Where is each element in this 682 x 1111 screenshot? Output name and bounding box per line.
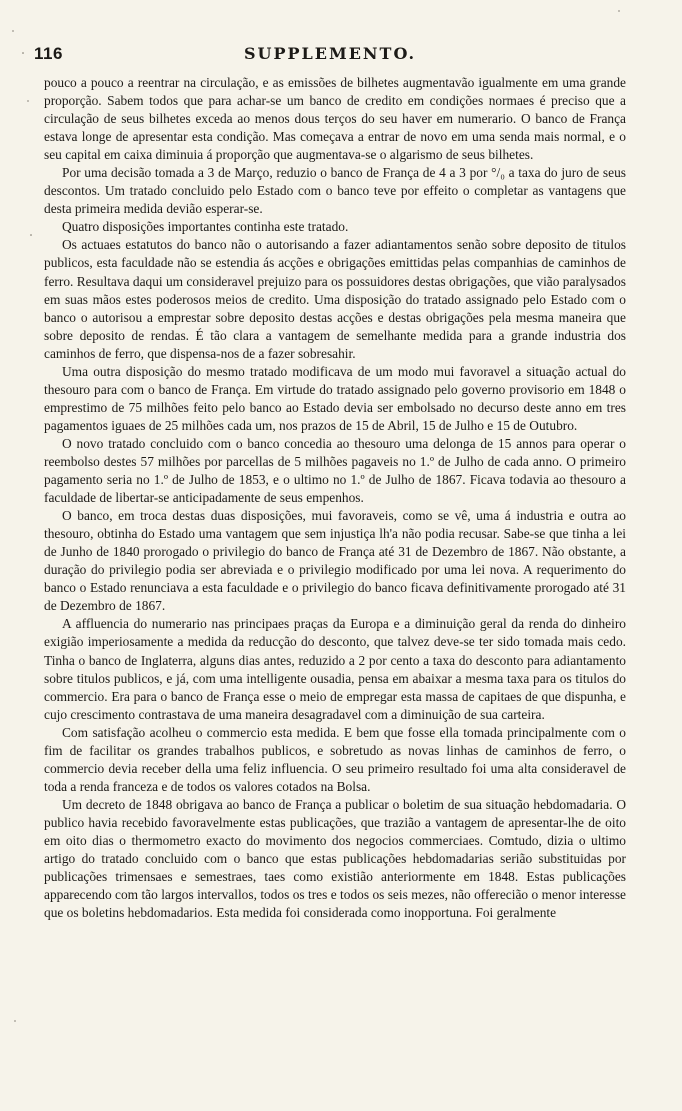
paper-speck	[27, 100, 29, 102]
paper-speck	[30, 234, 32, 236]
paragraph-four-provisions: Quatro disposições importantes continha este tratado.	[62, 219, 349, 235]
paragraph-discount-reduction: Por uma decisão tomada a 3 de Março, reduzio o banco de França de 4 a 3 por °/₀ a taxa do juro de seus descontos. Um tratado concluido pelo Estado com o banco teve por effeito o completar as vantagens que desta primeira medida devião esperar-se.	[44, 165, 626, 217]
paragraph-commerce-reception: Com satisfação acolheu o commercio esta medida. E bem que fosse ella tomada principalmente com o fim de facilitar os grandes trabalhos publicos, e sobretudo as novas linhas de caminhos de ferro, o commercio devia receber della uma feliz influencia. O seu primeiro resultado foi uma alta consideravel de toda a renda franceza e de todos os valores cotados na Bolsa.	[44, 724, 626, 794]
page-number: 116	[34, 44, 63, 63]
paragraph-privilege-extension: O banco, em troca destas duas disposições, mui favoraveis, como se vê, uma á industria e outra ao thesouro, obtinha do Estado uma vantagem que sem injustiça lh'a não podia recusar. Sabe-se que tinha a lei de Junho de 1840 prorogado o privilegio do banco de França até 31 de Dezembro de 1867. Não obstante, a duração do privilegio podia ser abreviada e o privilegio modificado por uma lei nova. A requerimento do banco o Estado renunciava a esta faculdade e o privilegio do banco ficava definitivamente prorogado até 31 de Dezembro de 1867.	[44, 508, 626, 614]
paper-speck	[618, 10, 620, 12]
running-title: SUPPLEMENTO.	[243, 44, 417, 63]
paragraph-treasury-situation: Uma outra disposição do mesmo tratado modificava de um modo mui favoravel a situação actual do thesouro para com o banco de França. Em virtude do tratado assignado pelo governo provisorio em 1848 o emprestimo de 75 milhões feito pelo banco ao Estado devia ser embolsado no decurso deste anno em tres pagamentos iguaes de 25 milhões cada um, nos prazos de 15 de Abril, 15 de Julho e 15 de Outubro.	[44, 363, 626, 433]
paragraph-weekly-bulletin: Um decreto de 1848 obrigava ao banco de França a publicar o boletim de sua situação hebdomadaria. O publico havia recebido favoravelmente estas publicações, que trazião a vantagem de apresentar-lhe de oito em oito dias o thermometro exacto do movimento dos negocios commerciaes. Comtudo, dizia o ultimo artigo do tratado concluido com o banco que estas publicações hebdomadarias serião substituidas por publicações trimensaes e semestraes, taes como existião anteriormente em 1848. Estas publicações apparecendo com tão largos intervallos, todos os tres e todos os seis mezes, não offerecião o menor interesse que os boletins hebdomadarios. Esta medida foi considerada como inopportuna. Foi geralmente	[44, 796, 626, 921]
paragraph-continuation: pouco a pouco a reentrar na circulação, e as emissões de bilhetes augmentavão igualmente em uma grande proporção. Sabem todos que para achar-se um banco de credito em condições normaes é preciso que a circulação de seus bilhetes exceda ao menos dous terços do seu haver em numerario. O banco de França estava longe de apresentar esta condição. Mas começava a entrar de novo em uma senda mais normal, e o seu capital em caixa diminuia á proporção que augmentava-se o algarismo de seus bilhetes.	[44, 75, 626, 163]
paragraph-new-treaty: O novo tratado concluido com o banco concedia ao thesouro uma delonga de 15 annos para operar o reembolso destes 57 milhões por parcellas de 5 milhões pagaveis no 1.º de Julho de cada anno. O primeiro pagamento seria no 1.º de Julho de 1853, e o ultimo no 1.º de Julho de 1867. Ficava todavia ao thesouro a faculdade de libertar-se anticipadamente de seus empenhos.	[44, 435, 626, 506]
paper-speck	[14, 1020, 16, 1022]
paragraph-railway-advances: Os actuaes estatutos do banco não o autorisando a fazer adiantamentos senão sobre deposito de titulos publicos, esta faculdade não se estendia ás acções e obrigações emittidas pelas companhias de caminhos de ferro. Resultava daqui um consideravel prejuizo para os possuidores destas obrigações, que vião paralysados em suas mãos estes poderosos meios de credito. Uma disposição do tratado assignado pelo Estado com o banco o autorisou a emprestar sobre deposito destas acções e destas obrigações pela mesma maneira que sobre deposito de rendas. É tão clara a vantagem de semelhante medida para a grande industria dos caminhos de ferro, que dispensa-nos de a fazer sobresahir.	[44, 237, 626, 361]
page-header	[34, 44, 626, 66]
body-text	[44, 74, 626, 922]
paper-speck	[22, 52, 24, 54]
paper-speck	[12, 30, 14, 32]
paragraph-money-affluence: A affluencia do numerario nas principaes praças da Europa e a diminuição geral da renda do dinheiro exigião imperiosamente a medida da reducção do desconto, que talvez deve-se ter sido tomada mais cedo. Tinha o banco de Inglaterra, alguns dias antes, reduzido a 2 por cento a taxa do desconto para adiantamento sobre titulos publicos, e já, com uma intelligente ousadia, pensa em abaixar a mesma taxa para os titulos do commercio. Era para o banco de França esse o meio de empregar esta massa de capitaes de que dispunha, e cujo crescimento contrastava de uma maneira desagradavel com a diminuição de sua carteira.	[44, 616, 626, 722]
